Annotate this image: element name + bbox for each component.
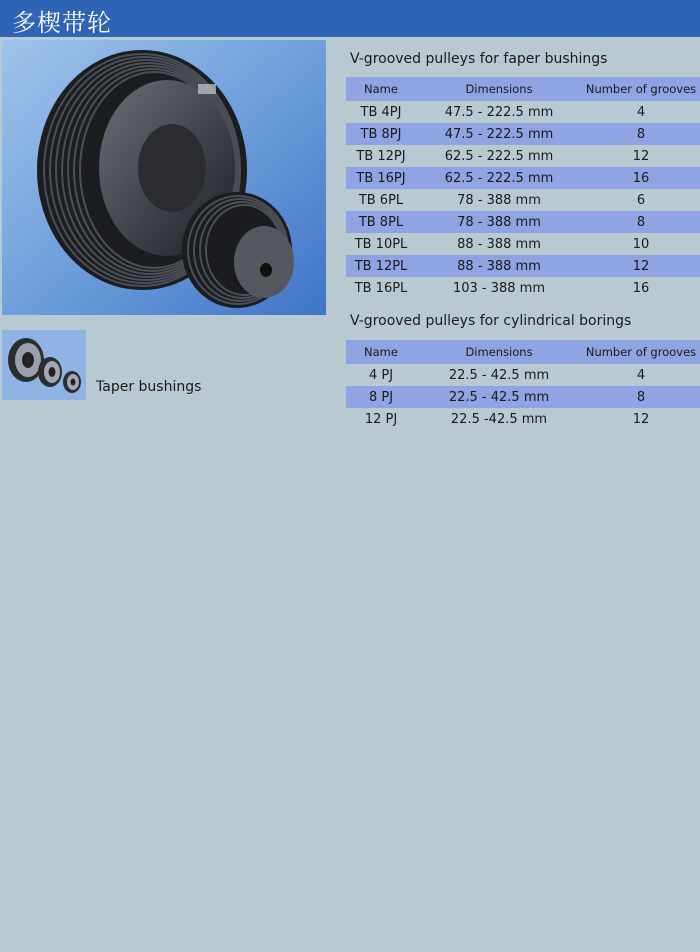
cell-name: TB 6PL: [358, 192, 404, 208]
cell-grooves: 6: [636, 192, 646, 208]
cell-name: 12 PJ: [364, 411, 398, 427]
cell-name: TB 8PJ: [360, 126, 402, 142]
bushing-medium: [38, 357, 62, 387]
cell-grooves: 16: [632, 170, 650, 186]
cylindrical-pulley-table: [346, 340, 700, 430]
cell-name: 8 PJ: [368, 389, 394, 405]
cell-dimensions: 22.5 - 42.5 mm: [448, 367, 550, 383]
cell-grooves: 8: [636, 389, 646, 405]
cell-grooves: 16: [632, 280, 650, 296]
cell-name: TB 10PL: [354, 236, 408, 252]
table-row: [346, 145, 700, 167]
cell-grooves: 12: [632, 411, 650, 427]
table-row: [346, 123, 700, 145]
column-header-name: Name: [364, 82, 398, 96]
column-header-dimensions: Dimensions: [465, 82, 533, 96]
section-title-taper: V-grooved pulleys for faper bushings: [350, 51, 608, 67]
cell-grooves: 8: [636, 214, 646, 230]
table-row: [346, 189, 700, 211]
table-header: [346, 77, 700, 101]
table-row: [346, 408, 700, 430]
cell-dimensions: 103 - 388 mm: [452, 280, 546, 296]
table-row: [346, 211, 700, 233]
header-bar: [0, 0, 700, 37]
table-row: [346, 364, 700, 386]
taper-bushings-caption: Taper bushings: [96, 379, 202, 395]
table-header: [346, 340, 700, 364]
cell-name: 4 PJ: [368, 367, 394, 383]
cell-dimensions: 88 - 388 mm: [457, 258, 541, 274]
taper-bushings-photo: [2, 330, 86, 400]
cell-grooves: 4: [636, 367, 646, 383]
cell-grooves: 4: [636, 104, 646, 120]
table-row: [346, 386, 700, 408]
table-row: [346, 167, 700, 189]
cell-name: TB 4PJ: [360, 104, 402, 120]
cell-grooves: 10: [632, 236, 650, 252]
cell-name: TB 12PL: [354, 258, 408, 274]
cell-grooves: 8: [636, 126, 646, 142]
bushing-small: [63, 371, 81, 393]
column-header-grooves: Number of grooves: [585, 82, 697, 96]
table-row: [346, 233, 700, 255]
cell-name: TB 16PJ: [356, 170, 406, 186]
cell-dimensions: 22.5 -42.5 mm: [450, 411, 548, 427]
column-header-name: Name: [364, 345, 398, 359]
taper-pulley-table: [346, 77, 700, 299]
column-header-grooves: Number of grooves: [585, 345, 697, 359]
cell-dimensions: 47.5 - 222.5 mm: [444, 126, 554, 142]
page-title: 多楔带轮: [12, 9, 112, 37]
section-title-cylindrical: V-grooved pulleys for cylindrical borings: [350, 313, 632, 329]
cell-grooves: 12: [632, 258, 650, 274]
column-header-dimensions: Dimensions: [465, 345, 533, 359]
cell-name: TB 12PJ: [356, 148, 406, 164]
cell-dimensions: 62.5 - 222.5 mm: [444, 148, 554, 164]
cell-dimensions: 47.5 - 222.5 mm: [444, 104, 554, 120]
cell-dimensions: 88 - 388 mm: [457, 236, 541, 252]
cell-dimensions: 78 - 388 mm: [457, 192, 541, 208]
cell-dimensions: 62.5 - 222.5 mm: [444, 170, 554, 186]
pulley-photo: [2, 40, 326, 315]
table-row: [346, 101, 700, 123]
cell-grooves: 12: [632, 148, 650, 164]
cell-name: TB 16PL: [354, 280, 408, 296]
table-row: [346, 255, 700, 277]
table-row: [346, 277, 700, 299]
cell-name: TB 8PL: [358, 214, 404, 230]
cell-dimensions: 78 - 388 mm: [457, 214, 541, 230]
cell-dimensions: 22.5 - 42.5 mm: [448, 389, 550, 405]
